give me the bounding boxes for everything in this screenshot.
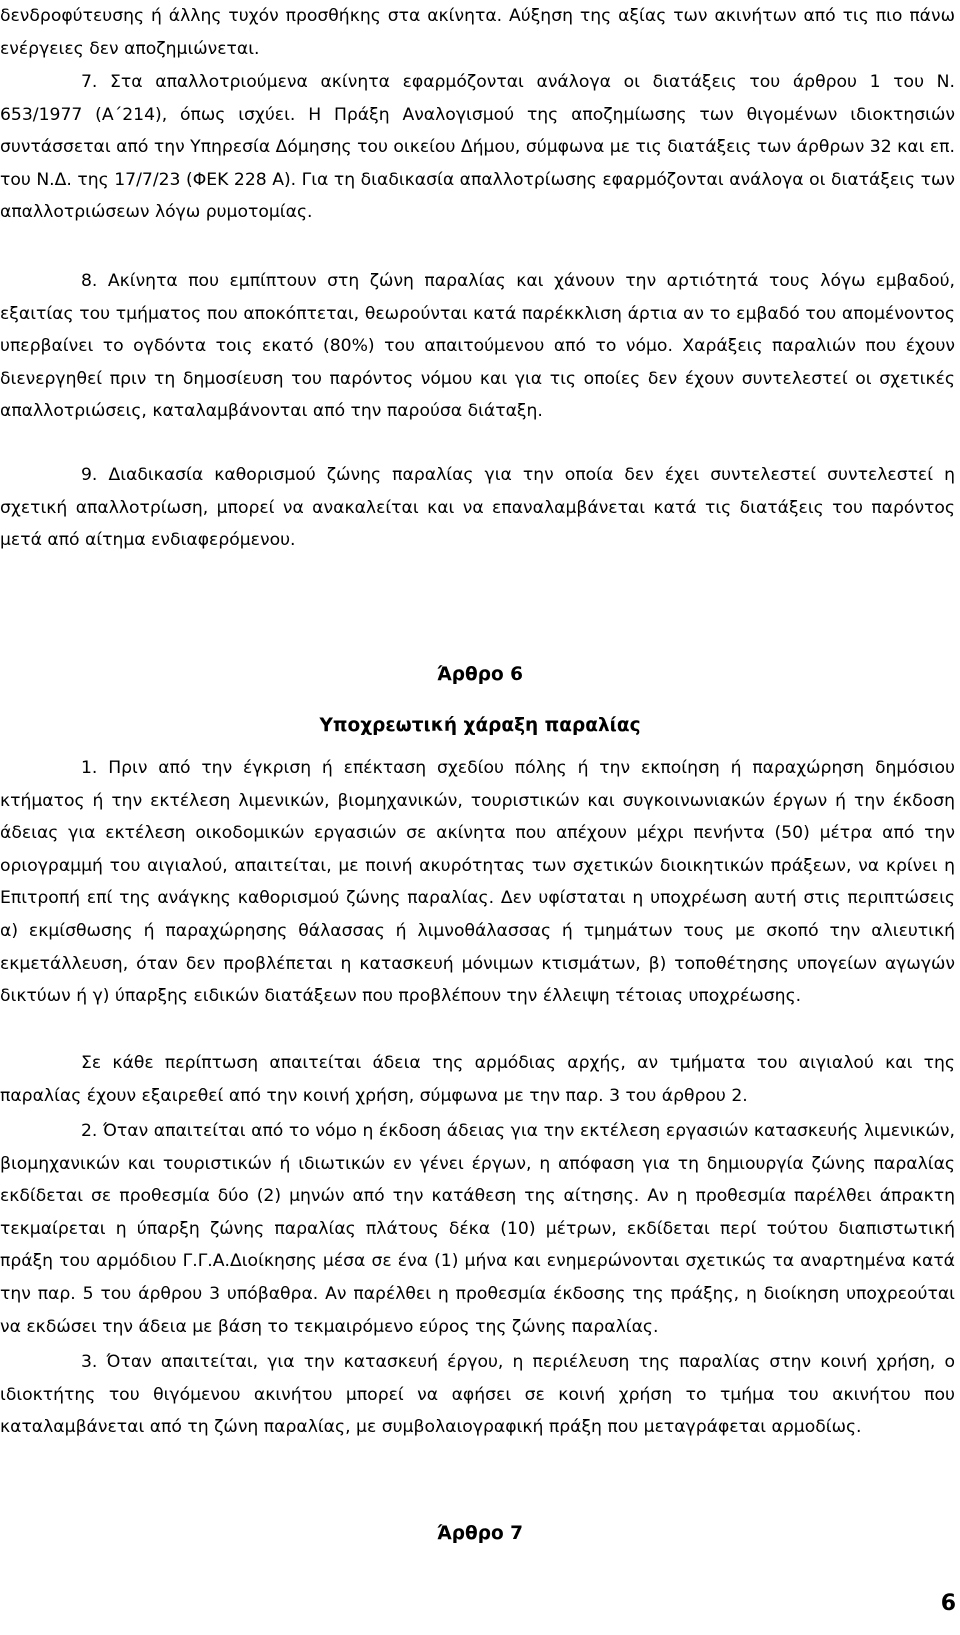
page-number: 6 bbox=[940, 1591, 956, 1616]
article-6-title: Άρθρο 6 bbox=[437, 664, 523, 685]
paragraph-7: 7. Στα απαλλοτριούμενα ακίνητα εφαρμόζονται ανάλογα οι διατάξεις του άρθρου 1 του Ν. 653/1977 (Α΄214), όπως ισχύει. Η Πράξη Αναλογισμού της αποζημίωσης των θιγομένων ιδιοκτησιών συντάσσεται από την Υπηρεσία Δόμησης του οικείου Δήμου, σύμφωνα με τις διατάξεις των άρθρων 32 και επ. του Ν.Δ. της 17/7/23 (ΦΕΚ 228 Α). Για τη διαδικασία απαλλοτρίωσης εφαρμόζονται ανάλογα οι διατάξεις των απαλλοτριώσεων λόγω ρυμοτομίας. bbox=[0, 72, 955, 223]
article-6-paragraph-3: 3. Όταν απαιτείται, για την κατασκευή έργου, η περιέλευση της παραλίας στην κοινή χρήση, ο ιδιοκτήτης του θιγόμενου ακινήτου μπορεί να αφήσει σε κοινή χρήση το τμήμα του ακινήτου που καταλαμβάνεται από τη ζώνη παραλίας, με συμβολαιογραφική πράξη που μεταγράφεται αρμοδίως. bbox=[0, 1352, 955, 1438]
paragraph-9: 9. Διαδικασία καθορισμού ζώνης παραλίας για την οποία δεν έχει συντελεστεί συντελεστεί η σχετική απαλλοτρίωση, μπορεί να ανακαλείται και να επαναλαμβάνεται κατά τις διατάξεις του παρόντος μετά από αίτημα ενδιαφερόμενου. bbox=[0, 465, 955, 551]
paragraph-continuation: δενδροφύτευσης ή άλλης τυχόν προσθήκης στα ακίνητα. Αύξηση της αξίας των ακινήτων από τις πιο πάνω ενέργειες δεν αποζημιώνεται. bbox=[0, 6, 955, 59]
paragraph-8: 8. Ακίνητα που εμπίπτουν στη ζώνη παραλίας και χάνουν την αρτιότητά τους λόγω εμβαδού, εξαιτίας του τμήματος που αποκόπτεται, θεωρούνται κατά παρέκκλιση άρτια αν το εμβαδό του απομένοντος υπερβαίνει το ογδόντα τοις εκατό (80%) του απαιτούμενου από το νόμο. Χαράξεις παραλιών που έχουν διενεργηθεί πριν τη δημοσίευση του παρόντος νόμου και για τις οποίες δεν έχουν συντελεστεί οι σχετικές απαλλοτριώσεις, καταλαμβάνονται από την παρούσα διάταξη. bbox=[0, 271, 955, 422]
article-7-title: Άρθρο 7 bbox=[437, 1523, 523, 1544]
article-6-paragraph-1: 1. Πριν από την έγκριση ή επέκταση σχεδίου πόλης ή την εκποίηση ή παραχώρηση δημόσιου κτήματος ή την εκτέλεση λιμενικών, βιομηχανικών, τουριστικών και συγκοινωνιακών έργων ή την έκδοση άδειας για εκτέλεση οικοδομικών εργασιών σε ακίνητα που απέχουν μέχρι πενήντα (50) μέτρα από την οριογραμμή του αιγιαλού, απαιτείται, με ποινή ακυρότητας των σχετικών διοικητικών πράξεων, να κρίνει η Επιτροπή επί της ανάγκης καθορισμού ζώνης παραλίας. Δεν υφίσταται η υποχρέωση αυτή στις περιπτώσεις α) εκμίσθωσης ή παραχώρησης θάλασσας ή λιμνοθάλασσας ή τμημάτων τους με σκοπό την αλιευτική εκμετάλλευση, όταν δεν προβλέπεται η κατασκευή μόνιμων κτισμάτων, β) τοποθέτησης υπογείων αγωγών δικτύων ή γ) ύπαρξης ειδικών διατάξεων που προβλέπουν την έλλειψη τέτοιας υποχρέωσης. bbox=[0, 758, 955, 1007]
article-6-paragraph-2: 2. Όταν απαιτείται από το νόμο η έκδοση άδειας για την εκτέλεση εργασιών κατασκευής λιμενικών, βιομηχανικών και τουριστικών ή ιδιωτικών εν γένει έργων, η απόφαση για τη δημιουργία ζώνης παραλίας εκδίδεται σε προθεσμία δύο (2) μηνών από την κατάθεση της αίτησης. Αν η προθεσμία παρέλθει άπρακτη τεκμαίρεται η ύπαρξη ζώνης παραλίας πλάτους δέκα (10) μέτρων, εκδίδεται περί τούτου διαπιστωτική πράξη του αρμόδιου Γ.Γ.Α.Διοίκησης μέσα σε ένα (1) μήνα και ενημερώνονται σχετικώς τα αναρτημένα κατά την παρ. 5 του άρθρου 3 υπόβαθρα. Αν παρέλθει η προθεσμία έκδοσης της πράξης, η διοίκηση υποχρεούται να εκδώσει την άδεια με βάση το τεκμαιρόμενο εύρος της ζώνης παραλίας. bbox=[0, 1121, 955, 1337]
article-6-subtitle: Υποχρεωτική χάραξη παραλίας bbox=[319, 715, 641, 736]
article-6-paragraph-1-continued: Σε κάθε περίπτωση απαιτείται άδεια της αρμόδιας αρχής, αν τμήματα του αιγιαλού και της παραλίας έχουν εξαιρεθεί από την κοινή χρήση, σύμφωνα με την παρ. 3 του άρθρου 2. bbox=[0, 1053, 955, 1106]
